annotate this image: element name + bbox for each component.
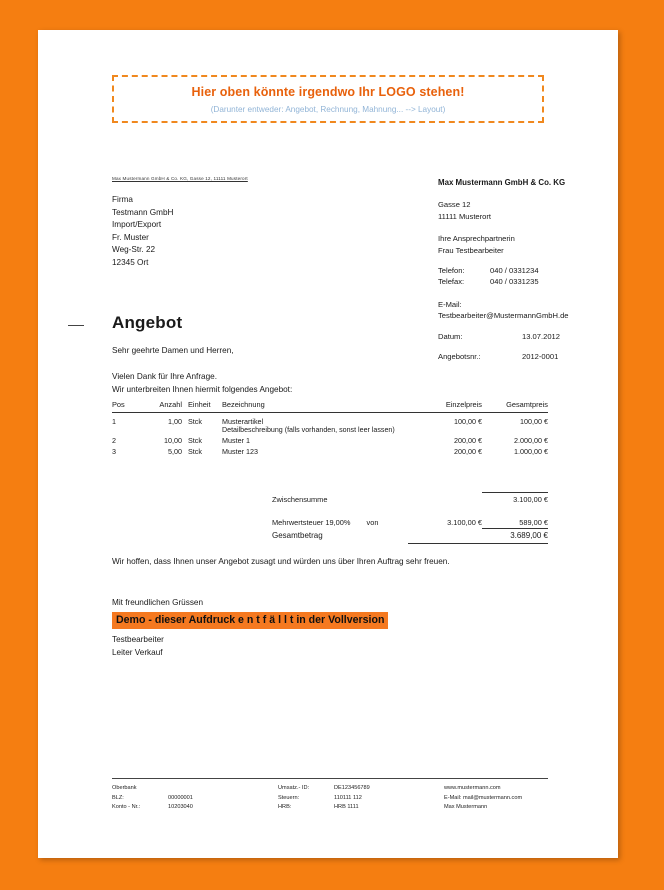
sender-return-line: Max Mustermann GmbH & Co. KG, Gasse 12, 11111 Musterort bbox=[112, 176, 248, 181]
email-label: E-Mail: bbox=[438, 299, 462, 309]
footer-hrb-label: HRB: bbox=[278, 804, 292, 810]
recipient-line-6: 12345 Ort bbox=[112, 257, 149, 267]
footer-web-column bbox=[444, 784, 548, 813]
phone-row bbox=[438, 265, 628, 276]
paper-sheet bbox=[38, 30, 618, 858]
cell-pos: 2 bbox=[112, 436, 116, 445]
footer-account-label: Konto - Nr.: bbox=[112, 804, 141, 810]
sender-city: 11111 Musterort bbox=[438, 211, 492, 221]
footer-hrb-value: HRB 1111 bbox=[334, 804, 359, 810]
cell-einheit: Stck bbox=[188, 436, 202, 445]
sender-contact-block bbox=[438, 177, 628, 362]
fold-mark-line bbox=[68, 325, 84, 326]
fax-row bbox=[438, 276, 628, 287]
sender-company-name: Max Mustermann GmbH & Co. KG bbox=[438, 178, 566, 187]
cell-item-description: Detailbeschreibung (falls vorhanden, sonst leer lassen) bbox=[222, 426, 395, 434]
table-row bbox=[112, 413, 548, 436]
offer-number-value: 2012-0001 bbox=[522, 352, 559, 362]
footer-vatid-value: DE123456789 bbox=[334, 785, 370, 791]
recipient-line-2: Testmann GmbH bbox=[112, 207, 174, 217]
cell-einzelpreis: 200,00 € bbox=[454, 436, 482, 445]
phone-value: 040 / 0331234 bbox=[490, 266, 539, 276]
page-footer bbox=[112, 778, 548, 813]
recipient-address-block bbox=[112, 194, 173, 270]
cell-item-name: Muster 123 bbox=[222, 447, 258, 456]
vat-label bbox=[272, 517, 402, 529]
line-items-table bbox=[112, 400, 548, 457]
footer-website: www.mustermann.com bbox=[444, 785, 501, 791]
intro-line-1: Vielen Dank für Ihre Anfrage. bbox=[112, 372, 217, 381]
email-value: Testbearbeiter@MustermannGmbH.de bbox=[438, 311, 569, 321]
vat-row bbox=[112, 517, 548, 529]
column-header-einheit: Einheit bbox=[182, 400, 222, 413]
intro-line-2: Wir unterbreiten Ihnen hiermit folgendes Angebot: bbox=[112, 385, 293, 394]
logo-placeholder-title: Hier oben könnte irgendwo Ihr LOGO stehen! bbox=[191, 84, 465, 99]
cell-gesamtpreis: 100,00 € bbox=[520, 417, 548, 426]
greeting-text: Mit freundlichen Grüssen bbox=[112, 598, 204, 607]
footer-tax-label: Steuern: bbox=[278, 794, 300, 801]
offer-number-label: Angebotsnr.: bbox=[438, 352, 481, 362]
footer-email: E-Mail: mail@mustermann.com bbox=[444, 794, 523, 801]
footer-blz-value: 00000001 bbox=[168, 794, 193, 801]
page-title: Angebot bbox=[112, 313, 183, 332]
footer-vatid-row bbox=[278, 784, 444, 794]
cell-anzahl: 10,00 bbox=[164, 436, 182, 445]
recipient-line-1: Firma bbox=[112, 195, 133, 204]
subtotal-label: Zwischensumme bbox=[272, 494, 328, 504]
document-page bbox=[38, 30, 618, 858]
cell-item-name: Musterartikel bbox=[222, 417, 264, 426]
contact-person-heading: Ihre Ansprechpartnerin bbox=[438, 234, 515, 244]
sender-street: Gasse 12 bbox=[438, 200, 471, 210]
grand-total-row bbox=[112, 529, 548, 542]
cell-gesamtpreis: 2.000,00 € bbox=[514, 436, 548, 445]
cell-einzelpreis: 100,00 € bbox=[454, 417, 482, 426]
grand-total-underline bbox=[408, 543, 548, 544]
demo-watermark-stamp: Demo - dieser Aufdruck e n t f ä l l t in der Vollversion bbox=[112, 612, 388, 629]
recipient-line-4: Fr. Muster bbox=[112, 232, 149, 242]
cell-bezeichnung bbox=[222, 413, 416, 436]
vat-base-word: von bbox=[366, 518, 379, 528]
footer-account-row bbox=[112, 803, 278, 813]
footer-blz-label: BLZ: bbox=[112, 794, 124, 801]
grand-total-value: 3.689,00 € bbox=[482, 529, 548, 542]
column-header-pos: Pos bbox=[112, 400, 138, 413]
cell-pos: 3 bbox=[112, 447, 116, 456]
cell-anzahl: 5,00 bbox=[168, 447, 182, 456]
footer-tax-column bbox=[278, 784, 444, 813]
table-row bbox=[112, 446, 548, 457]
signature-block bbox=[112, 633, 164, 659]
cell-gesamtpreis: 1.000,00 € bbox=[514, 447, 548, 456]
date-label: Datum: bbox=[438, 331, 463, 341]
footer-owner: Max Mustermann bbox=[444, 804, 488, 810]
signer-name: Testbearbeiter bbox=[112, 635, 164, 644]
vat-value: 589,00 € bbox=[519, 518, 548, 527]
subtotal-row bbox=[112, 493, 548, 506]
cell-pos: 1 bbox=[112, 417, 116, 426]
logo-placeholder-subtitle: (Darunter entweder: Angebot, Rechnung, Mahnung... --> Layout) bbox=[210, 104, 446, 114]
footer-tax-value: 110111 112 bbox=[334, 794, 362, 801]
footer-vatid-label: Umsatz.- ID: bbox=[278, 785, 310, 791]
vat-base-value: 3.100,00 € bbox=[447, 518, 482, 528]
footer-account-value: 10203040 bbox=[168, 804, 193, 810]
cell-item-name: Muster 1 bbox=[222, 436, 250, 445]
phone-label: Telefon: bbox=[438, 266, 465, 276]
fax-label: Telefax: bbox=[438, 277, 465, 287]
contact-person-name: Frau Testbearbeiter bbox=[438, 245, 504, 255]
footer-bank-column bbox=[112, 784, 278, 813]
salutation-text: Sehr geehrte Damen und Herren, bbox=[112, 346, 234, 355]
cell-einheit: Stck bbox=[188, 417, 202, 426]
closing-paragraph: Wir hoffen, dass Ihnen unser Angebot zusagt und würden uns über Ihren Auftrag sehr freuen. bbox=[112, 557, 450, 566]
intro-paragraph bbox=[112, 370, 292, 396]
column-header-einzelpreis: Einzelpreis bbox=[416, 400, 482, 413]
offer-number-row bbox=[438, 351, 628, 362]
column-header-bezeichnung: Bezeichnung bbox=[222, 400, 416, 413]
footer-blz-row bbox=[112, 794, 278, 804]
recipient-line-5: Weg-Str. 22 bbox=[112, 245, 156, 255]
footer-tax-row bbox=[278, 794, 444, 804]
date-row bbox=[438, 331, 628, 342]
column-header-gesamtpreis: Gesamtpreis bbox=[482, 400, 548, 413]
cell-einheit: Stck bbox=[188, 447, 202, 456]
date-value: 13.07.2012 bbox=[522, 331, 561, 341]
totals-section bbox=[112, 492, 548, 541]
column-header-anzahl: Anzahl bbox=[138, 400, 182, 413]
footer-bank-name: Oberbank bbox=[112, 785, 137, 791]
recipient-line-3: Import/Export bbox=[112, 220, 162, 230]
logo-placeholder-banner bbox=[112, 75, 544, 123]
footer-hrb-row bbox=[278, 803, 444, 813]
cell-anzahl: 1,00 bbox=[168, 417, 182, 426]
fax-value: 040 / 0331235 bbox=[490, 277, 539, 287]
table-row bbox=[112, 435, 548, 446]
grand-total-label: Gesamtbetrag bbox=[272, 530, 323, 540]
subtotal-value: 3.100,00 € bbox=[482, 493, 548, 506]
signer-role: Leiter Verkauf bbox=[112, 648, 163, 657]
vat-rate-label: Mehrwertsteuer 19,00% bbox=[272, 518, 351, 528]
cell-einzelpreis: 200,00 € bbox=[454, 447, 482, 456]
